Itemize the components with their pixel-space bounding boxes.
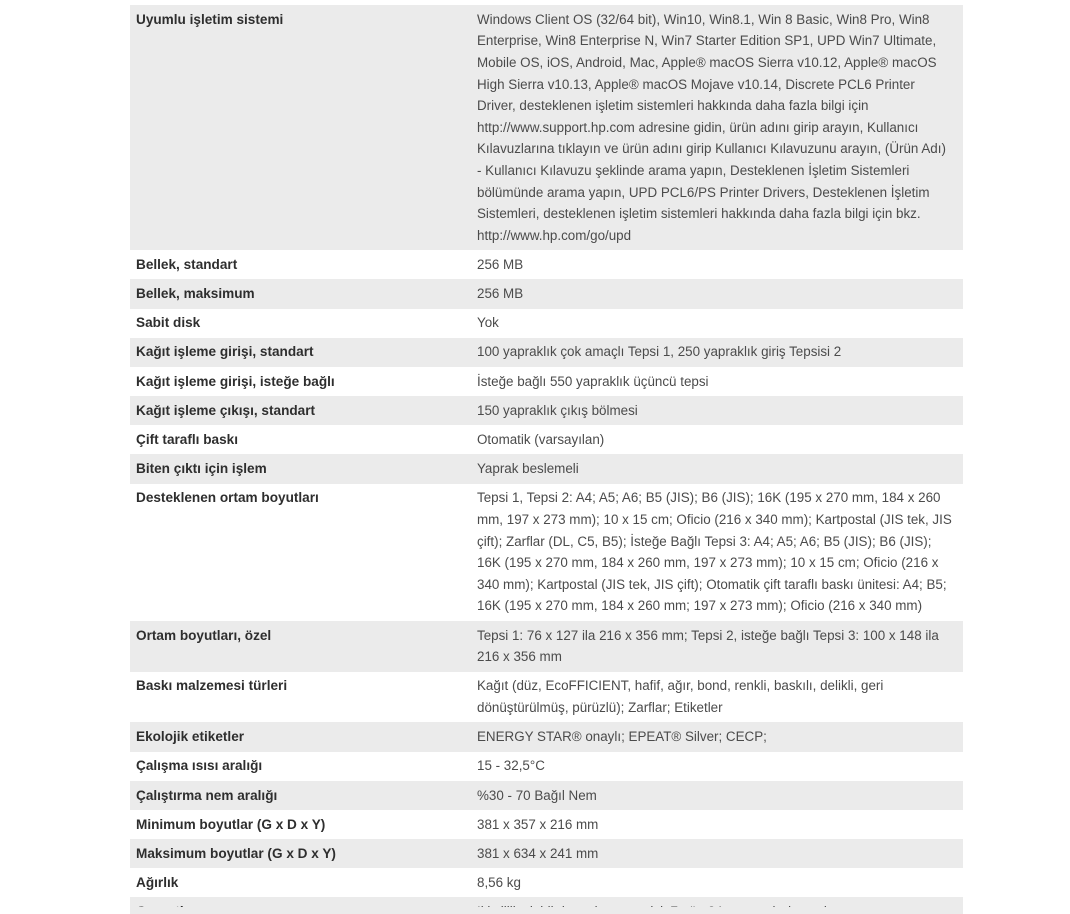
spec-value: %30 - 70 Bağıl Nem <box>477 787 597 803</box>
spec-label: Kağıt işleme girişi, standart <box>136 344 314 360</box>
spec-value: ENERGY STAR® onaylı; EPEAT® Silver; CECP; <box>477 729 767 745</box>
spec-value: 256 MB <box>477 256 524 272</box>
spec-label: Maksimum boyutlar (G x D x Y) <box>136 845 336 861</box>
spec-row <box>130 250 963 279</box>
spec-row <box>130 454 963 483</box>
spec-row <box>130 425 963 454</box>
spec-row <box>130 338 963 367</box>
spec-label: Biten çıktı için işlem <box>136 461 267 477</box>
spec-value: 381 x 634 x 241 mm <box>477 845 599 861</box>
spec-label: Çalıştırma nem aralığı <box>136 787 278 803</box>
spec-value: Windows Client OS (32/64 bit), Win10, Win8.1, Win 8 Basic, Win8 Pro, Win8 Enterprise, Win8 Enterprise N, Win7 Starter Edition SP1, UPD Win7 Ultimate, Mobile OS, iOS, Android, Mac, Apple® macOS Sierra v10.12, Apple® macOS High Sierra v10.13, Apple® macOS Mojave v10.14, Discrete PCL6 Printer Driver, desteklenen işletim sistemleri hakkında daha fazla bilgi için http://www.support.hp.com adresine gidin, ürün adını girip arayın, Kullanıcı Kılavuzlarına tıklayın ve ürün adını girip Kullanıcı Kılavuzunu arayın, (Ürün Adı) - Kullanıcı Kılavuzu şeklinde arama yapın, Desteklenen İşletim Sistemleri bölümünde arama yapın, UPD PCL6/PS Printer Drivers, Desteklenen İşletim Sistemleri, desteklenen işletim sistemleri hakkında daha fazla bilgi için bkz. http://www.hp.com/go/upd <box>477 11 946 243</box>
spec-row <box>130 839 963 868</box>
spec-value: İsteğe bağlı 550 yapraklık üçüncü tepsi <box>477 373 709 389</box>
spec-row <box>130 672 963 723</box>
spec-row <box>130 309 963 338</box>
spec-value: 150 yapraklık çıkış bölmesi <box>477 402 638 418</box>
spec-value: Yaprak beslemeli <box>477 461 579 477</box>
spec-value: Yok <box>477 315 499 331</box>
spec-label: Kağıt işleme girişi, isteğe bağlı <box>136 373 335 389</box>
spec-label: Minimum boyutlar (G x D x Y) <box>136 816 326 832</box>
spec-row <box>130 396 963 425</box>
spec-label: Uyumlu işletim sistemi <box>136 11 284 27</box>
spec-label: Çift taraflı baskı <box>136 432 238 448</box>
spec-table <box>130 5 963 914</box>
spec-label: Çalışma ısısı aralığı <box>136 758 263 774</box>
spec-label: Desteklenen ortam boyutları <box>136 490 319 506</box>
spec-value: 8,56 kg <box>477 875 521 891</box>
spec-row <box>130 279 963 308</box>
spec-row <box>130 781 963 810</box>
spec-value: 15 - 32,5°C <box>477 758 545 774</box>
spec-label: Bellek, standart <box>136 256 238 272</box>
spec-label: Baskı malzemesi türleri <box>136 678 288 694</box>
spec-row <box>130 621 963 672</box>
spec-row <box>130 810 963 839</box>
spec-value: 256 MB <box>477 286 524 302</box>
spec-row <box>130 367 963 396</box>
spec-label: Sabit disk <box>136 315 201 331</box>
spec-label: Ağırlık <box>136 875 179 891</box>
spec-value: 100 yapraklık çok amaçlı Tepsi 1, 250 yapraklık giriş Tepsisi 2 <box>477 344 842 360</box>
spec-label: Bellek, maksimum <box>136 286 255 302</box>
spec-label: Ekolojik etiketler <box>136 729 245 745</box>
spec-row <box>130 868 963 897</box>
spec-value: Kağıt (düz, EcoFFICIENT, hafif, ağır, bond, renkli, baskılı, delikli, geri dönüştürülmüş, pürüzlü); Zarflar; Etiketler <box>477 678 884 715</box>
spec-value: Tepsi 1, Tepsi 2: A4; A5; A6; B5 (JIS); B6 (JIS); 16K (195 x 270 mm, 184 x 260 mm, 197 x 273 mm); 10 x 15 cm; Oficio (216 x 340 mm); Kartpostal (JIS tek, JIS çift); Zarflar (DL, C5, B5); İsteğe Bağlı Tepsi 3: A4; A5; A6; B5 (JIS); B6 (JIS); 16K (195 x 270 mm, 184 x 260 mm, 197 x 273 mm); 10 x 15 cm; Oficio (216 x 340 mm); Kartpostal (JIS tek, JIS çift); Otomatik çift taraflı baskı ünitesi: A4; B5; 16K (195 x 270 mm, 184 x 260 mm; 197 x 273 mm); Oficio (216 x 340 mm) <box>477 490 952 614</box>
spec-value: 381 x 357 x 216 mm <box>477 816 599 832</box>
spec-row <box>130 752 963 781</box>
next-row-sliver <box>130 907 963 914</box>
spec-row <box>130 722 963 751</box>
spec-label: Kağıt işleme çıkışı, standart <box>136 402 316 418</box>
spec-label: Ortam boyutları, özel <box>136 627 272 643</box>
spec-value: Tepsi 1: 76 x 127 ila 216 x 356 mm; Tepsi 2, isteğe bağlı Tepsi 3: 100 x 148 ila 216 x 356 mm <box>477 627 939 665</box>
spec-row <box>130 5 963 250</box>
spec-value: Otomatik (varsayılan) <box>477 432 605 448</box>
spec-row <box>130 484 963 621</box>
